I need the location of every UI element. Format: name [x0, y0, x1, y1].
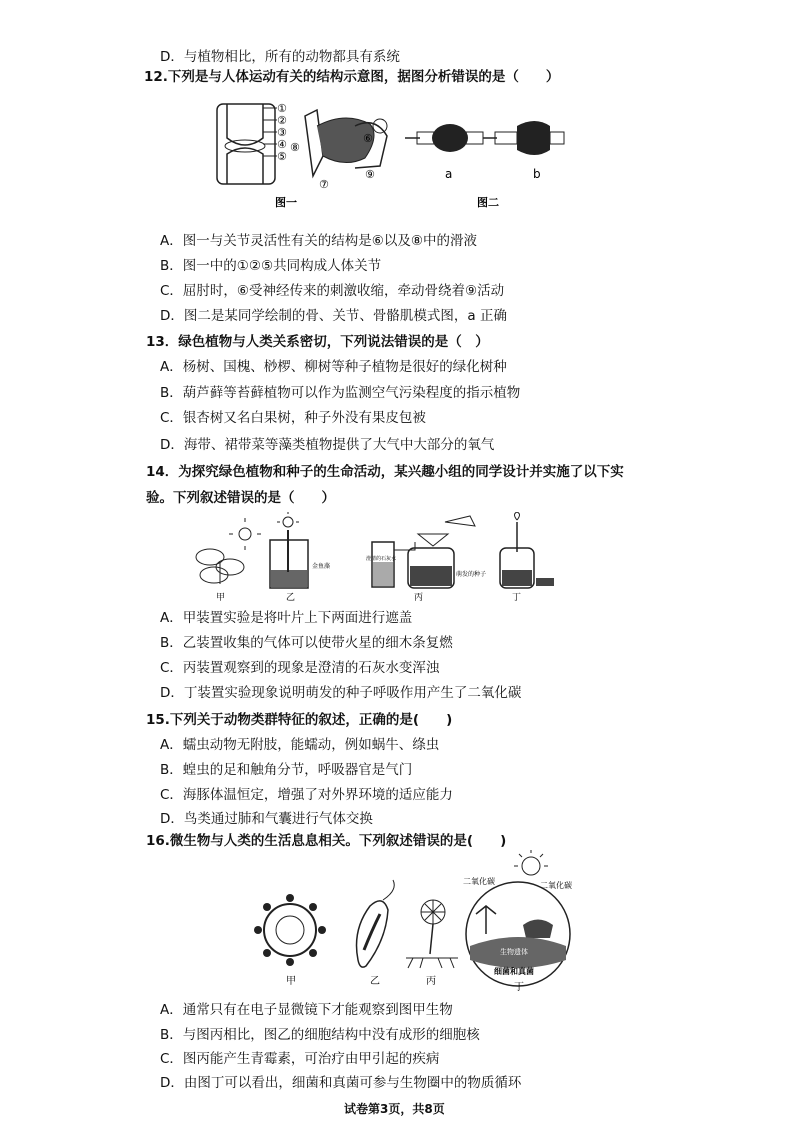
- label-2: ②: [277, 114, 287, 127]
- question-15-stem: 15.下列关于动物类群特征的叙述，正确的是( ): [146, 712, 453, 728]
- q12-option-b: B．图一中的①②⑤共同构成人体关节: [160, 258, 382, 274]
- lime-water-label: 澄清的石灰水: [366, 556, 397, 562]
- question-14-stem-line1: 14．为探究绿色植物和种子的生命活动，某兴趣小组的同学设计并实施了以下实: [146, 464, 624, 480]
- bacteria-fungi-label: 细菌和真菌: [494, 967, 534, 976]
- organism-ding-label: 丁: [514, 982, 524, 992]
- q14-option-c: C．丙装置观察到的现象是澄清的石灰水变浑浊: [160, 660, 440, 676]
- q13-option-b: B．葫芦藓等苔藓植物可以作为监测空气污染程度的指示植物: [160, 385, 521, 401]
- apparatus-jia-label: 甲: [216, 593, 226, 603]
- aquatic-plant-label: 金鱼藻: [312, 563, 331, 570]
- germinating-seeds-label: 萌发的种子: [456, 571, 487, 578]
- q16-option-c: C．图丙能产生青霉素，可治疗由甲引起的疾病: [160, 1051, 440, 1067]
- model-b-label: b: [533, 167, 541, 181]
- q13-option-d: D．海带、裙带菜等藻类植物提供了大气中大部分的氧气: [160, 437, 495, 453]
- label-8: ⑧: [290, 141, 300, 154]
- figure-1-caption: 图一: [275, 196, 297, 209]
- q14-option-d: D．丁装置实验现象说明萌发的种子呼吸作用产生了二氧化碳: [160, 685, 522, 701]
- co2-label-right: 二氧化碳: [540, 881, 572, 890]
- label-7: ⑦: [319, 178, 329, 191]
- label-1: ①: [277, 102, 287, 115]
- label-3: ③: [277, 126, 287, 139]
- q12-option-a: A．图一与关节灵活性有关的结构是⑥以及⑧中的滑液: [160, 233, 477, 249]
- cycle-label: 生物遗体: [500, 948, 528, 956]
- q14-option-b: B．乙装置收集的气体可以使带火星的细木条复燃: [160, 635, 453, 651]
- q15-option-d: D．鸟类通过肺和气囊进行气体交换: [160, 811, 373, 827]
- model-a-label: a: [445, 167, 453, 181]
- figure-2-caption: 图二: [477, 196, 499, 209]
- q15-option-c: C．海豚体温恒定，增强了对外界环境的适应能力: [160, 787, 453, 803]
- label-5: ⑤: [277, 150, 287, 163]
- joint-and-muscle-figure: [205, 96, 565, 211]
- experiment-apparatus-figure: [190, 512, 565, 604]
- q16-option-a: A．通常只有在电子显微镜下才能观察到图甲生物: [160, 1002, 453, 1018]
- q15-option-b: B．蝗虫的足和触角分节，呼吸器官是气门: [160, 762, 413, 778]
- label-6: ⑥: [363, 132, 373, 145]
- organism-yi-label: 乙: [370, 976, 380, 987]
- apparatus-yi-label: 乙: [286, 593, 296, 603]
- apparatus-bing-label: 丙: [414, 593, 424, 603]
- question-12-stem: 12.下列是与人体运动有关的结构示意图，据图分析错误的是（ ）: [144, 69, 560, 85]
- q14-option-a: A．甲装置实验是将叶片上下两面进行遮盖: [160, 610, 413, 626]
- label-9: ⑨: [365, 168, 375, 181]
- organism-bing-label: 丙: [426, 976, 436, 987]
- microorganisms-figure: [248, 850, 588, 992]
- q11-option-d: D．与植物相比，所有的动物都具有系统: [160, 49, 400, 65]
- apparatus-ding-label: 丁: [512, 593, 522, 603]
- q13-option-a: A．杨树、国槐、桫椤、柳树等种子植物是很好的绿化树种: [160, 359, 507, 375]
- page-footer: 试卷第3页，共8页: [344, 1102, 445, 1116]
- q16-option-b: B．与图丙相比，图乙的细胞结构中没有成形的细胞核: [160, 1027, 480, 1043]
- q15-option-a: A．蠕虫动物无附肢，能蠕动，例如蜗牛、绦虫: [160, 737, 440, 753]
- question-14-stem-line2: 验。下列叙述错误的是（ ）: [146, 490, 335, 506]
- label-4: ④: [277, 138, 287, 151]
- q12-option-c: C．屈肘时，⑥受神经传来的刺激收缩，牵动骨绕着⑨活动: [160, 283, 505, 299]
- q12-option-d: D．图二是某同学绘制的骨、关节、骨骼肌模式图，a 正确: [160, 308, 507, 324]
- question-13-stem: 13．绿色植物与人类关系密切，下列说法错误的是（ ）: [146, 334, 489, 350]
- q16-option-d: D．由图丁可以看出，细菌和真菌可参与生物圈中的物质循环: [160, 1075, 522, 1091]
- q13-option-c: C．银杏树又名白果树，种子外没有果皮包被: [160, 410, 426, 426]
- organism-jia-label: 甲: [286, 976, 296, 987]
- co2-label-left: 二氧化碳: [463, 877, 495, 886]
- question-16-stem: 16.微生物与人类的生活息息相关。下列叙述错误的是( ): [146, 833, 507, 849]
